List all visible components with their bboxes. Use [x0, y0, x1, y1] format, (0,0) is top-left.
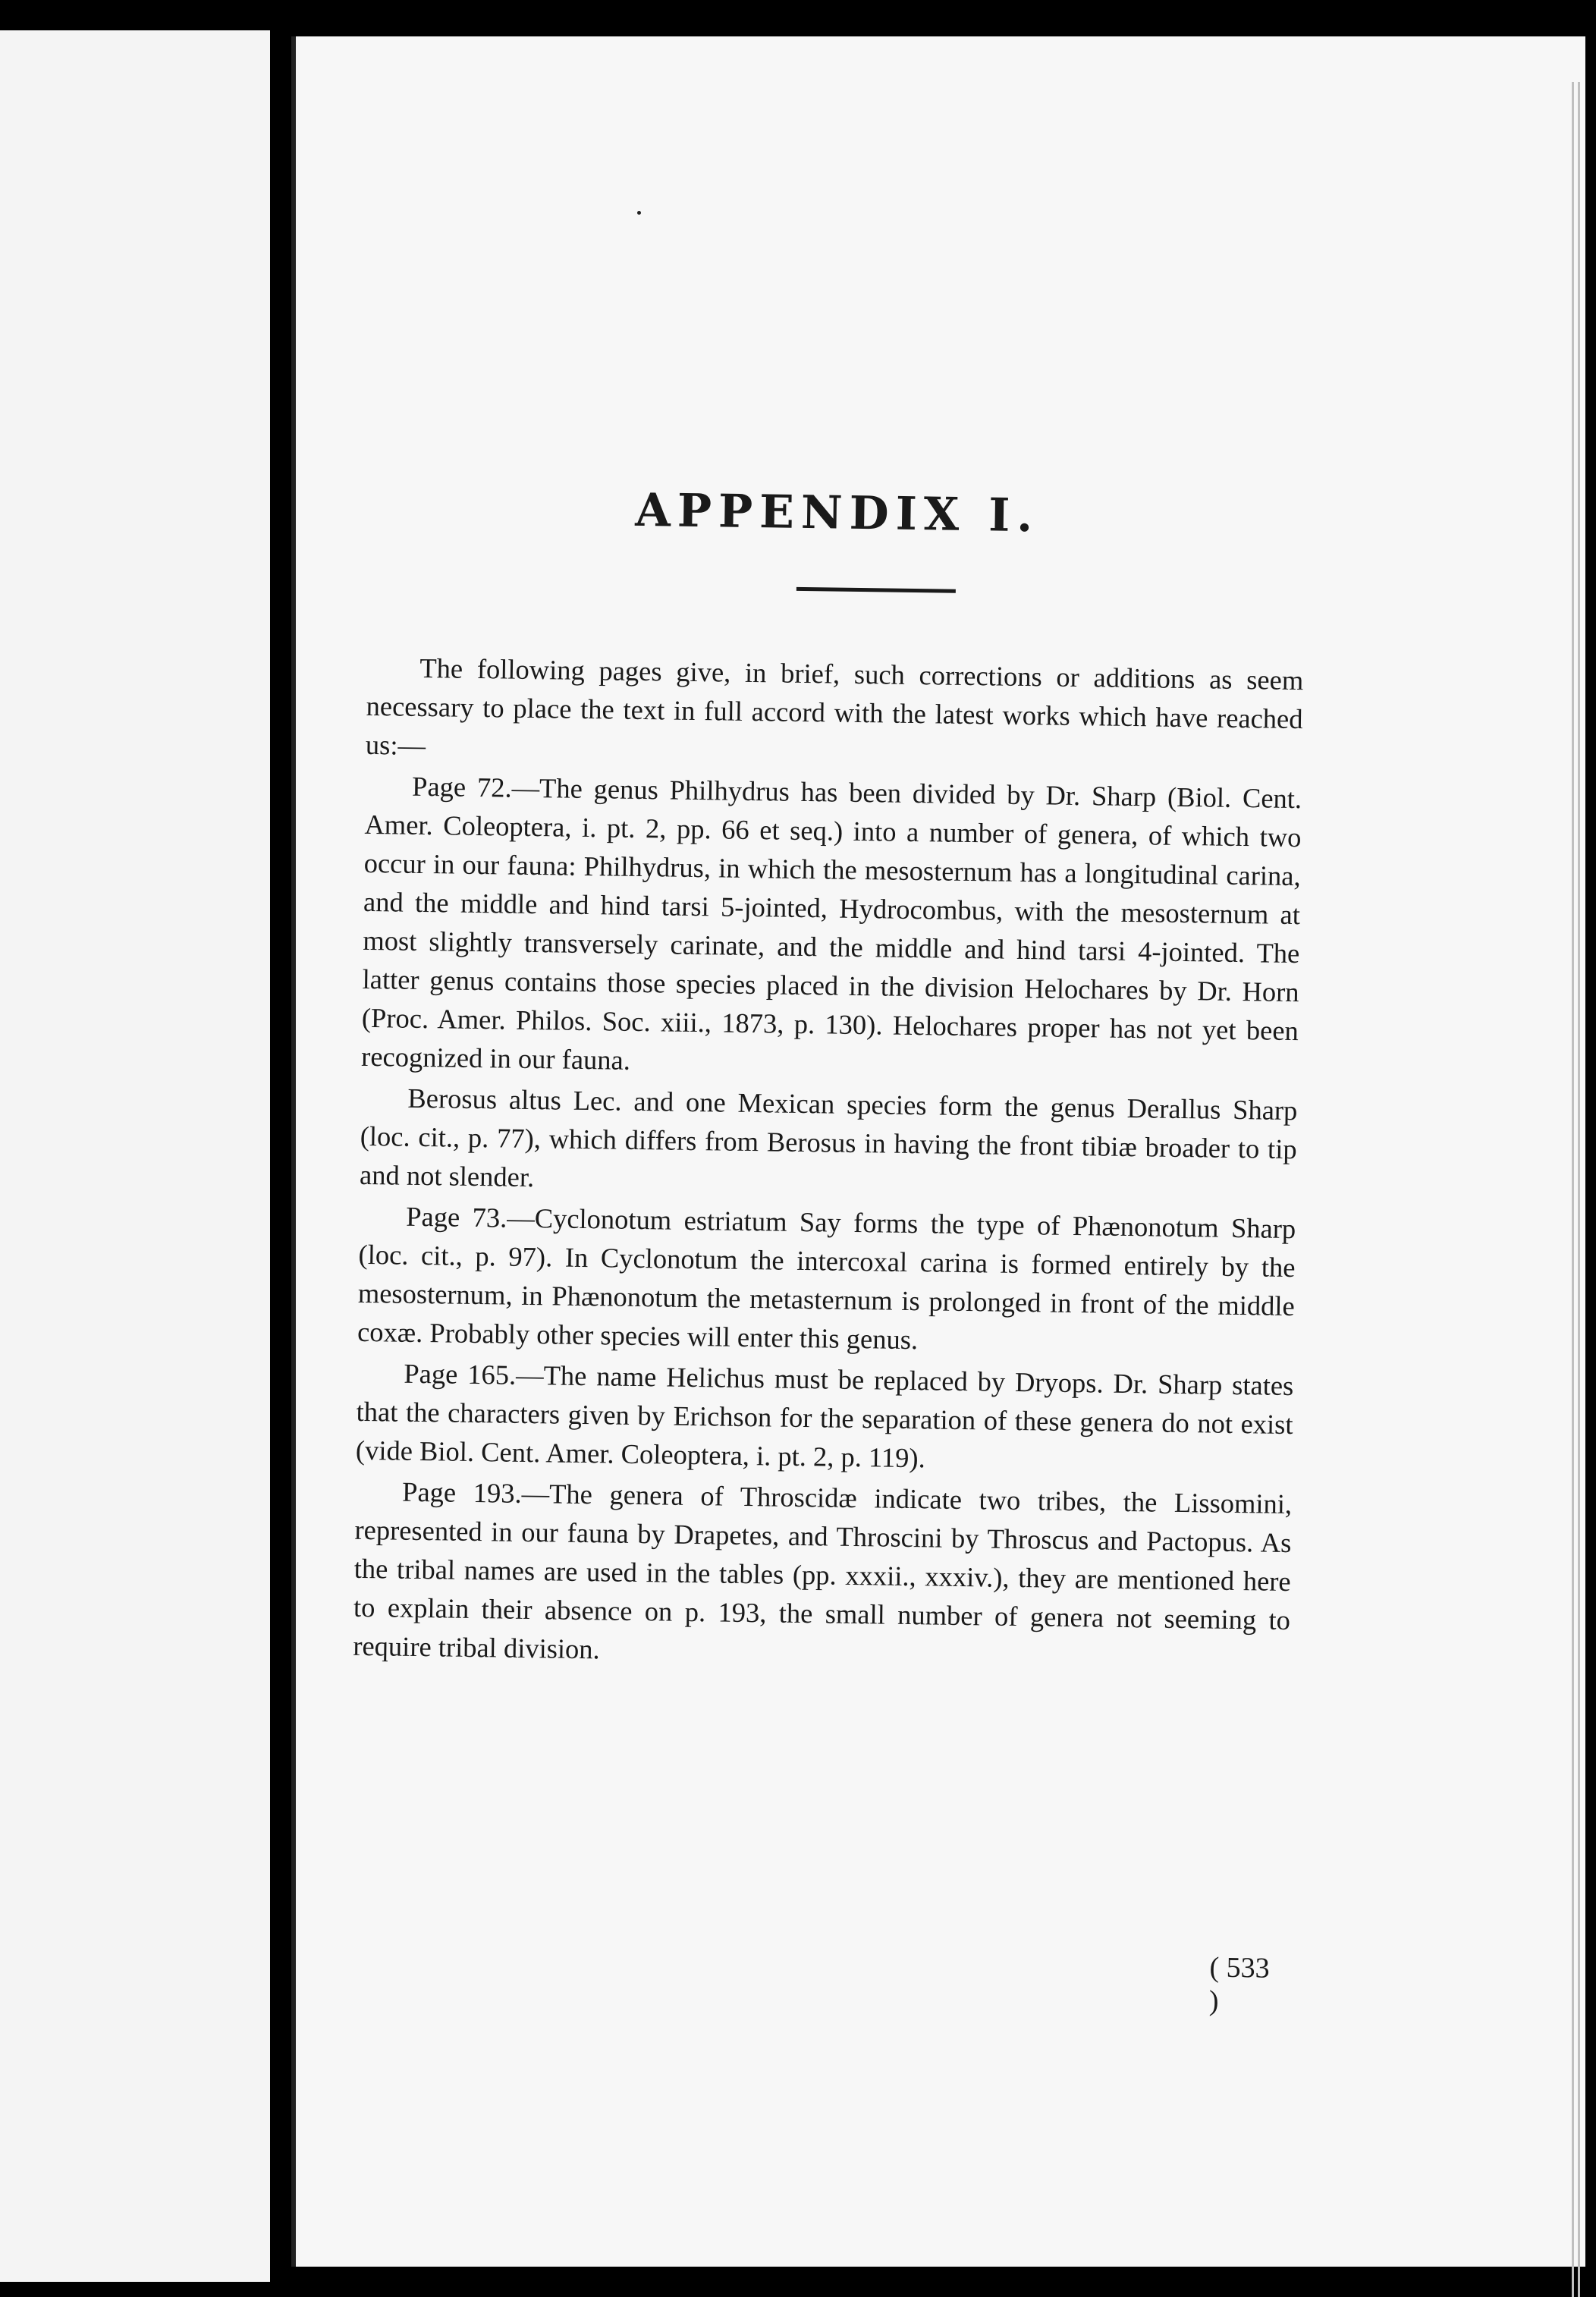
heading-rule	[796, 587, 956, 593]
appendix-body	[353, 648, 1304, 1680]
text-block	[353, 36, 1312, 2017]
paragraph-page-73: Page 73.—Cyclonotum estriatum Say forms the type of Phænonotum Sharp (loc. cit., p. 97). In Cyclonotum the intercoxal carina is formed entirely by the mesosternum, in Phænonotum the metasternum is prolonged in front of the middle coxæ. Probably other species will enter this genus.	[357, 1200, 1296, 1356]
appendix-heading: APPENDIX I.	[634, 483, 1040, 543]
page-edge-line	[1578, 82, 1580, 2297]
page-edge-line	[1572, 82, 1574, 2297]
paragraph-page-72: Page 72.—The genus Philhydrus has been divided by Dr. Sharp (Biol. Cent. Amer. Coleoptera, i. pt. 2, pp. 66 et seq.) into a number of genera, of which two occur in our fauna: Philhydrus, in which the mesosternum has a longitudinal carina, and the middle and hind tarsi 5-jointed, Hydrocombus, with the mesosternum at most slightly transversely carinate, and the middle and hind tarsi 4-jointed. The latter genus contains those species placed in the division Helochares by Dr. Horn (Proc. Amer. Philos. Soc. xiii., 1873, p. 130). Helochares proper has not yet been recognized in our fauna.	[360, 770, 1302, 1076]
paragraph-berosus: Berosus altus Lec. and one Mexican species form the genus Derallus Sharp (loc. cit., p. 77), which differs from Berosus in having the front tibiæ broader to tip and not slender.	[359, 1082, 1298, 1193]
left-page-edge	[0, 30, 270, 2282]
speck	[637, 211, 641, 215]
book-page	[291, 36, 1585, 2267]
paragraph-page-193: Page 193.—The genera of Throscidæ indicate two tribes, the Lissomini, represented in our fauna by Drapetes, and Throscini by Throscus and Pactopus. As the tribal names are used in the tables (pp. xxxii., xxxiv.), they are mentioned here to explain their absence on p. 193, the small number of genera not seeming to require tribal division.	[353, 1475, 1293, 1665]
page-number: ( 533 )	[1208, 1951, 1271, 2017]
paragraph-intro: The following pages give, in brief, such corrections or additions as seem necessary to place the text in full accord with the latest works which have reached us:—	[365, 652, 1304, 762]
book-spine	[270, 0, 291, 2282]
paragraph-page-165: Page 165.—The name Helichus must be replaced by Dryops. Dr. Sharp states that the characters given by Erichson for the separation of these genera do not exist (vide Biol. Cent. Amer. Coleoptera, i. pt. 2, p. 119).	[355, 1357, 1294, 1474]
